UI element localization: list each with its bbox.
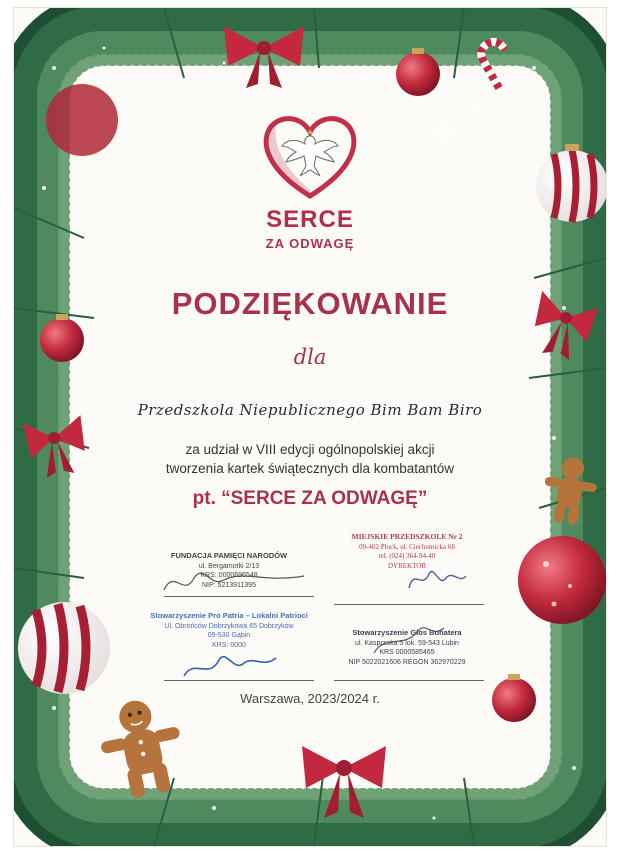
signature-b (409, 572, 466, 588)
signature-line (334, 604, 484, 605)
stamp-line: KRS: 0000 (212, 642, 246, 650)
stamp-name: FUNDACJA PAMIĘCI NARODÓW (170, 551, 288, 560)
stamp-line: DYREKTOR (388, 562, 426, 571)
body-text-line-2: tworzenia kartek świątecznych dla kombatantów (165, 461, 455, 476)
body-text-line-1: za udział w VIII edycji ogólnopolskiej akcji (185, 442, 435, 457)
stamp-line: tel. (024) 364-94-40 (378, 552, 436, 561)
logo-text-za-odwage: ZA ODWAGĘ (265, 236, 355, 251)
signature-line (334, 680, 484, 681)
stamp-line: 09-530 Gąbin (207, 632, 251, 640)
stamp-line: ul. Bergamotki 2/13 (198, 562, 260, 570)
stamp-line: ul. Kasprzaka 5 lok. 59-543 Lubin (355, 639, 459, 647)
logo-text-serce: SERCE (266, 206, 354, 233)
stamp-name: Stowarzyszenie Głos Bohatera (352, 628, 462, 637)
signature-line (164, 680, 314, 681)
signature-line (164, 596, 314, 597)
stamp-name: MIEJSKIE PRZEDSZKOLE Nr 2 (351, 532, 463, 541)
place-and-date: Warszawa, 2023/2024 r. (240, 691, 380, 706)
stamp-line: KRS: 0000696548 (200, 572, 258, 580)
certificate-title: PODZIĘKOWANIE (171, 286, 449, 321)
for-word: dla (293, 345, 327, 369)
signature-a (164, 573, 304, 590)
stamp-line: NIP: 5213911395 (202, 582, 256, 590)
stamp-line: NIP 5022021606 REGON 362970229 (348, 659, 466, 667)
recipient-name: Przedszkola Niepublicznego Bim Bam Biro (137, 401, 483, 419)
stamp-line: Ul. Obrońców Dobrzykowa 65 Dobrzyków (164, 622, 294, 630)
signature-c (184, 657, 276, 676)
stamp-line: 09-402 Płock, ul. Ciechomicka 68 (359, 542, 455, 551)
stamp-name: Stowarzyszenie Pro Patria – Lokalni Patrioci (150, 611, 308, 620)
stamp-line: KRS 0000585465 (379, 649, 435, 657)
signatures (14, 8, 606, 846)
project-name: pt. “SERCE ZA ODWAGĘ” (192, 488, 428, 509)
signature-d (374, 628, 444, 653)
certificate-page (14, 8, 606, 846)
